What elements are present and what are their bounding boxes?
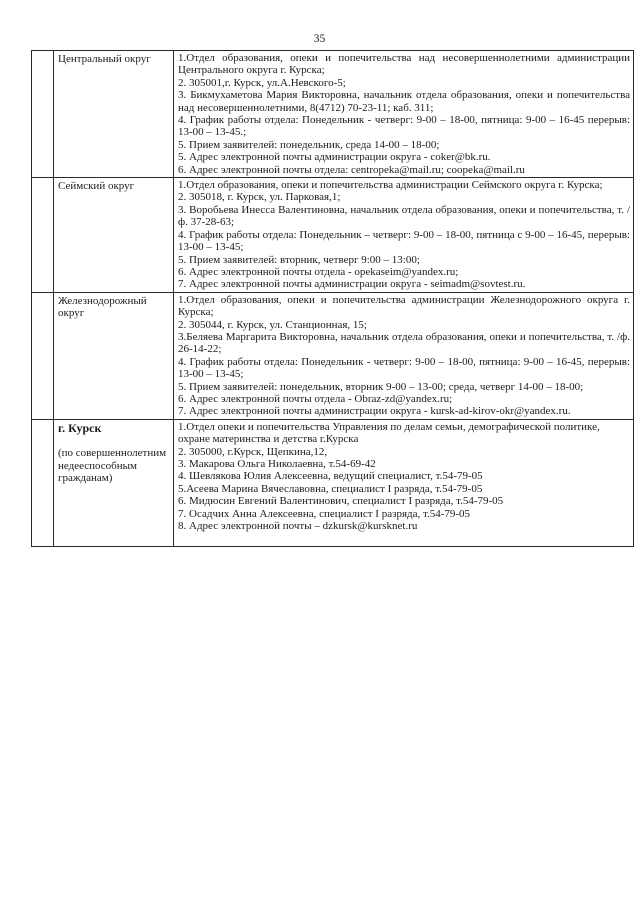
contacts-table (31, 50, 634, 547)
info-line: 5. Прием заявителей: вторник, четверг 9:00 – 13:00; (178, 253, 420, 266)
district-note: (по совершеннолетним недееспособным гражданам) (58, 447, 167, 484)
info-line: 2. 305001,г. Курск, ул.А.Невского-5; (178, 76, 346, 89)
district-name: Сеймский округ (58, 180, 135, 193)
info-line: 4. График работы отдела: Понедельник - четверг: 9-00 – 18-00, пятница: 9-00 – 16-45, перерыв: 13-00 – 13-45; (178, 355, 630, 381)
info-line: 6. Адрес электронной почты отдела - opekaseim@yandex.ru; (178, 265, 459, 278)
info-line: 1.Отдел образования, опеки и попечительства администрации Железнодорожного округа г. Курска; (178, 293, 630, 319)
district-cell (54, 419, 174, 547)
info-line: 5. Адрес электронной почты администрации округа - coker@bk.ru. (178, 151, 491, 164)
info-line: 4. График работы отдела: Понедельник - четверг: 9-00 – 18-00, пятница: 9-00 – 16-45 перерыв: 13-00 – 13-45.; (178, 114, 630, 139)
table-row-railway (32, 292, 634, 419)
info-line: 6. Адрес электронной почты отдела - Obraz-zd@yandex.ru; (178, 392, 453, 405)
info-line: 5.Асеева Марина Вячеславовна, специалист I разряда, т.54-79-05 (178, 482, 483, 495)
page-number: 35 (313, 33, 326, 45)
info-line: 5. Прием заявителей: понедельник, среда 14-00 – 18-00; (178, 138, 440, 151)
district-cell (54, 178, 174, 293)
table-row-seim (32, 178, 634, 293)
info-cell (174, 292, 634, 419)
info-line: 1.Отдел образования, опеки и попечительства над несовершеннолетними администрации Центрального округа г. Курска; (178, 52, 630, 77)
info-line: 3. Макарова Ольга Николаевна, т.54-69-42 (178, 458, 376, 470)
district-cell (54, 292, 174, 419)
info-line: 7. Осадчих Анна Алексеевна, специалист I разряда, т.54-79-05 (178, 507, 471, 520)
info-line: 3.Беляева Маргарита Викторовна, начальник отдела образования, опеки и попечительства, т. /ф. 26-14-22; (178, 330, 630, 356)
info-line: 6. Адрес электронной почты отдела: centropeka@mail.ru; coopeka@mail.ru (178, 163, 525, 176)
district-name: Центральный округ (58, 53, 151, 65)
info-line: 1.Отдел образования, опеки и попечительства администрации Сеймского округа г. Курска; (178, 179, 603, 192)
district-name: Железнодорожный округ (58, 294, 147, 320)
index-cell (32, 419, 54, 547)
index-cell (32, 178, 54, 293)
info-cell (174, 51, 634, 178)
info-line: 2. 305044, г. Курск, ул. Станционная, 15; (178, 318, 367, 331)
info-line: 3. Воробьева Инесса Валентиновна, начальник отдела образования, опеки и попечительства, т. /ф. 37-28-63; (178, 203, 630, 229)
info-line: 3. Бикмухаметова Мария Викторовна, начальник отдела образования, опеки и попечительства над несовершеннолетними, 8(4712) 70-23-11; каб. 311; (178, 89, 630, 114)
district-name: г. Курск (58, 420, 102, 435)
info-line: 1.Отдел опеки и попечительства Управления по делам семьи, демографической политике, охране материнства и детства г.Курска (178, 420, 600, 446)
info-line: 6. Мидюсин Евгений Валентинович, специалист I разряда, т.54-79-05 (178, 495, 504, 508)
info-line: 4. График работы отдела: Понедельник – четверг: 9-00 – 18-00, пятница с 9-00 – 16-45, перерыв: 13-00 – 13-45; (178, 228, 630, 254)
district-cell (54, 51, 174, 178)
info-cell (174, 419, 634, 547)
table-row-central (32, 51, 634, 178)
info-line: 2. 305000, г.Курск, Щепкина,12, (178, 445, 328, 458)
info-cell (174, 178, 634, 293)
info-line: 8. Адрес электронной почты – dzkursk@kursknet.ru (178, 520, 418, 533)
info-line: 5. Прием заявителей: понедельник, вторник 9-00 – 13-00; среда, четверг 14-00 – 18-00; (178, 380, 584, 393)
info-line: 7. Адрес электронной почты администрации округа - seimadm@sovtest.ru. (178, 278, 526, 291)
info-line: 2. 305018, г. Курск, ул. Парковая,1; (178, 191, 341, 204)
index-cell (32, 51, 54, 178)
index-cell (32, 292, 54, 419)
info-line: 4. Шевлякова Юлия Алексеевна, ведущий специалист, т.54-79-05 (178, 470, 483, 483)
info-line: 7. Адрес электронной почты администрации округа - kursk-ad-kirov-okr@yandex.ru. (178, 405, 571, 418)
table-row-kursk (32, 419, 634, 547)
